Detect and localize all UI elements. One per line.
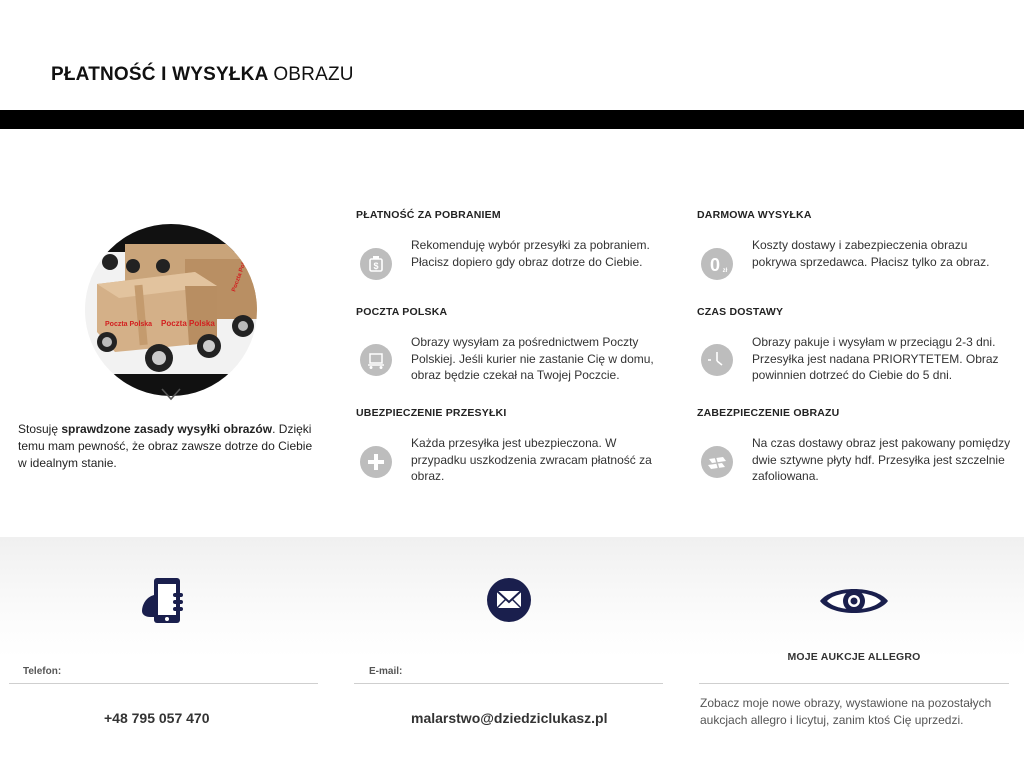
feature-title: CZAS DOSTAWY	[697, 306, 784, 318]
feature-title: POCZTA POLSKA	[356, 306, 448, 318]
page-header	[0, 0, 1024, 110]
money-bag-icon	[360, 248, 392, 280]
feature-text: Na czas dostawy obraz jest pakowany pomiędzy dwie sztywne płyty hdf. Przesyłka jest szczelnie zafoliowana.	[752, 436, 1011, 483]
svg-text:0: 0	[709, 255, 721, 275]
feature-text: Koszty dostawy i zabezpieczenia obrazu pokrywa sprzedawca. Płacisz tylko za obraz.	[752, 238, 990, 269]
feature-text: Rekomenduję wybór przesyłki za pobraniem. Płacisz dopiero gdy obraz dotrze do Ciebie.	[411, 238, 650, 269]
plus-icon	[360, 446, 392, 478]
feature-title: UBEZPIECZENIE PRZESYŁKI	[356, 407, 507, 419]
smartphone-hand-icon	[140, 577, 186, 625]
feature-text: Obrazy pakuje i wysyłam w przeciągu 2-3 dni. Przesyłka jest nadana PRIORYTETEM. Obraz powinnien dotrzeć do Ciebie do 5 dni.	[752, 335, 999, 382]
phone-divider	[9, 683, 318, 684]
feature-shipment-insurance	[356, 407, 676, 483]
zero-zloty-icon	[701, 248, 733, 280]
feature-text: Każda przesyłka jest ubezpieczona. W przypadku uszkodzenia zwracam płatność za obraz.	[411, 436, 652, 483]
envelope-icon	[487, 578, 531, 622]
feature-title: ZABEZPIECZENIE OBRAZU	[697, 407, 840, 419]
allegro-divider	[699, 683, 1009, 684]
phone-number-link[interactable]: +48 795 057 470	[104, 710, 210, 726]
email-address-link[interactable]: malarstwo@dziedziclukasz.pl	[411, 710, 608, 726]
feature-free-shipping	[697, 209, 1017, 275]
allegro-auctions-title[interactable]: MOJE AUKCJE ALLEGRO	[787, 651, 921, 663]
hero-pointer-icon	[161, 388, 181, 402]
email-divider	[354, 683, 663, 684]
hero-box-label-2: Poczta Polska	[161, 319, 215, 328]
feature-polish-post	[356, 306, 676, 382]
intro-prefix: Stosuję	[18, 422, 62, 436]
svg-text:$: $	[373, 261, 379, 271]
phone-label: Telefon:	[23, 666, 62, 677]
eye-icon[interactable]	[818, 582, 890, 620]
feature-cash-on-delivery	[356, 209, 676, 271]
page-title-bold: PŁATNOŚĆ I WYSYŁKA	[51, 64, 268, 85]
hero-box-label-3: Poczta Polska	[231, 252, 251, 293]
page-title	[51, 64, 354, 86]
feature-delivery-time	[697, 306, 1017, 382]
feature-title: PŁATNOŚĆ ZA POBRANIEM	[356, 209, 501, 221]
header-divider-bar	[0, 110, 1024, 129]
hero-box-label-1: Poczta Polska	[105, 321, 153, 328]
page-title-light: OBRAZU	[273, 64, 354, 85]
feature-title: DARMOWA WYSYŁKA	[697, 209, 812, 221]
delivery-boxes-on-wheels-icon	[85, 224, 257, 396]
hero-image	[85, 224, 257, 402]
allegro-description: Zobacz moje nowe obrazy, wystawione na pozostałych aukcjach allegro i licytuj, zanim ktoś Cię uprzedzi.	[700, 696, 992, 727]
svg-text:zł: zł	[722, 268, 728, 274]
wrapped-package-icon	[701, 446, 733, 478]
feature-painting-protection	[697, 407, 1017, 483]
intro-text	[18, 421, 318, 472]
feature-text: Obrazy wysyłam za pośrednictwem Poczty Polskiej. Jeśli kurier nie zastanie Cię w domu, obraz będzie czekał na Twojej Poczcie.	[411, 335, 654, 382]
intro-bold: sprawdzone zasady wysyłki obrazów	[61, 422, 273, 436]
delivery-cart-icon	[360, 344, 392, 376]
clock-icon	[701, 344, 733, 376]
email-label: E-mail:	[369, 666, 403, 677]
intro-suffix: . Dzięki temu mam pewność, że obraz zawsze dotrze do Ciebie w idealnym stanie.	[18, 422, 313, 470]
